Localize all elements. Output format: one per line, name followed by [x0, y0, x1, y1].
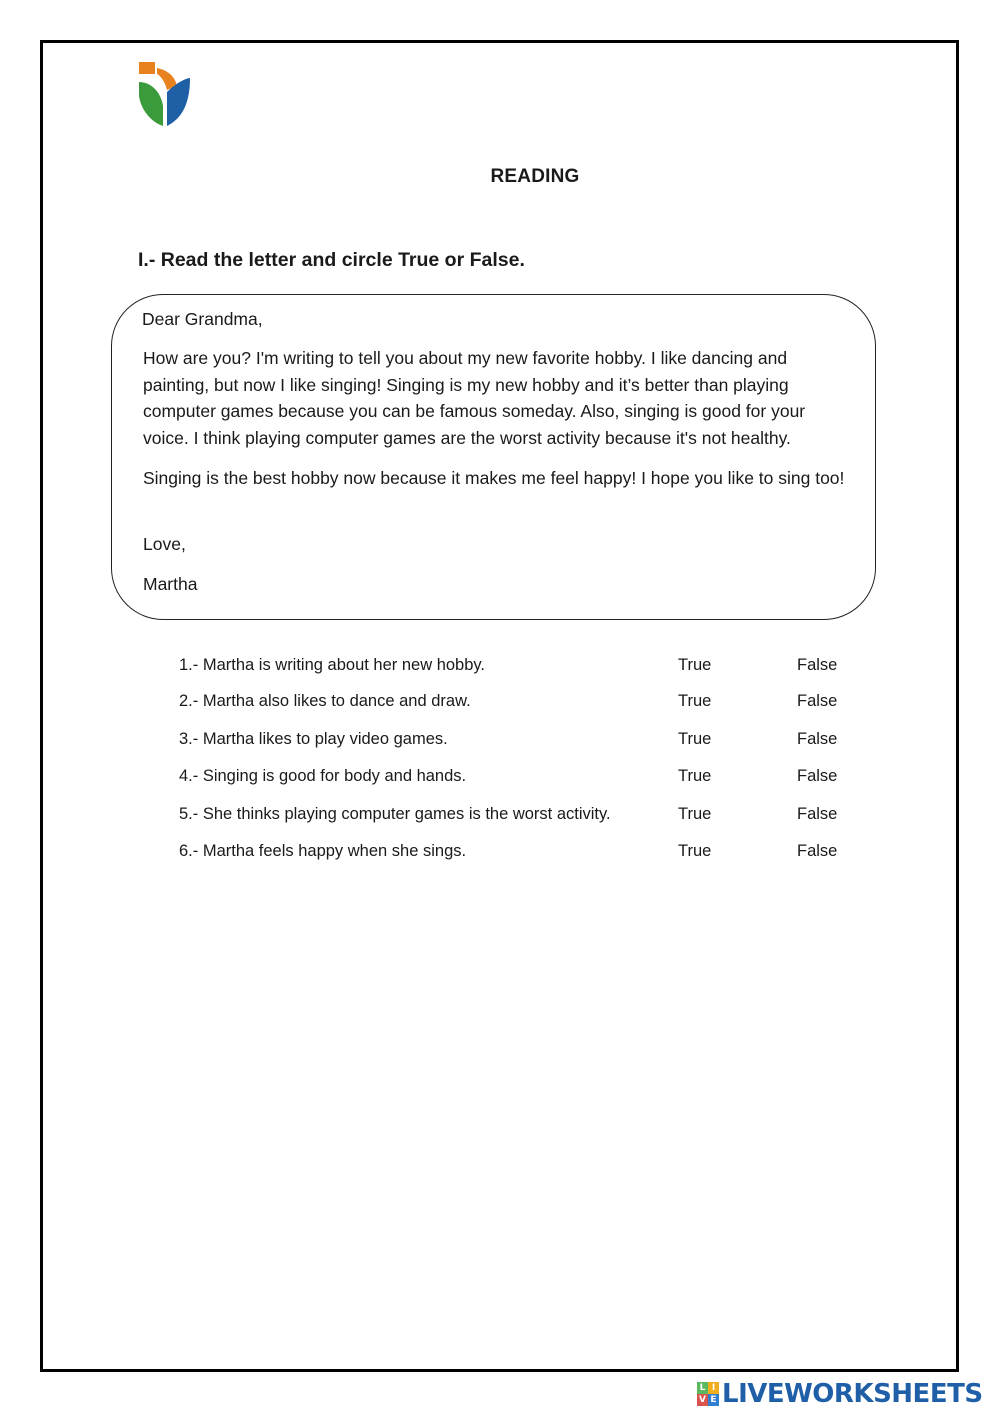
page-title: READING [490, 166, 580, 187]
liveworksheets-branding[interactable] [697, 1379, 983, 1409]
question-6-false-option[interactable]: False [797, 842, 838, 860]
letter-closing: Love, [143, 534, 186, 554]
question-1-false-option[interactable]: False [797, 656, 838, 674]
liveworksheets-logo-icon: L I V E [697, 1382, 719, 1406]
question-3-text: 3.- Martha likes to play video games. [179, 730, 448, 748]
question-4-false-option[interactable]: False [797, 767, 838, 785]
question-1-true-option[interactable]: True [678, 656, 712, 674]
question-1-text: 1.- Martha is writing about her new hobby. [179, 656, 486, 674]
question-2-false-option[interactable]: False [797, 692, 838, 710]
question-5-true-option[interactable]: True [678, 805, 712, 823]
letter-signature: Martha [143, 574, 198, 594]
instruction-heading: I.- Read the letter and circle True or False. [138, 249, 525, 271]
question-3-false-option[interactable]: False [797, 730, 838, 748]
liveworksheets-wordmark: LIVEWORKSHEETS [722, 1379, 983, 1409]
question-6-text: 6.- Martha feels happy when she sings. [179, 842, 467, 860]
question-4-text: 4.- Singing is good for body and hands. [179, 767, 467, 785]
letter-greeting: Dear Grandma, [142, 309, 263, 329]
question-5-text: 5.- She thinks playing computer games is the worst activity. [179, 805, 611, 823]
question-2-text: 2.- Martha also likes to dance and draw. [179, 692, 471, 710]
question-5-false-option[interactable]: False [797, 805, 838, 823]
question-2-true-option[interactable]: True [678, 692, 712, 710]
question-3-true-option[interactable]: True [678, 730, 712, 748]
school-logo-icon [137, 60, 191, 128]
letter-paragraph-1: How are you? I'm writing to tell you about my new favorite hobby. I like dancing and painting, but now I like singing! Singing is my new hobby and it’s better than playing computer games because you can be famous someday. Also, singing is good for your voice. I think playing computer games are the worst activity because it's not healthy. [143, 348, 806, 448]
letter-paragraph-2: Singing is the best hobby now because it makes me feel happy! I hope you like to sing too! [143, 468, 845, 488]
question-4-true-option[interactable]: True [678, 767, 712, 785]
question-6-true-option[interactable]: True [678, 842, 712, 860]
